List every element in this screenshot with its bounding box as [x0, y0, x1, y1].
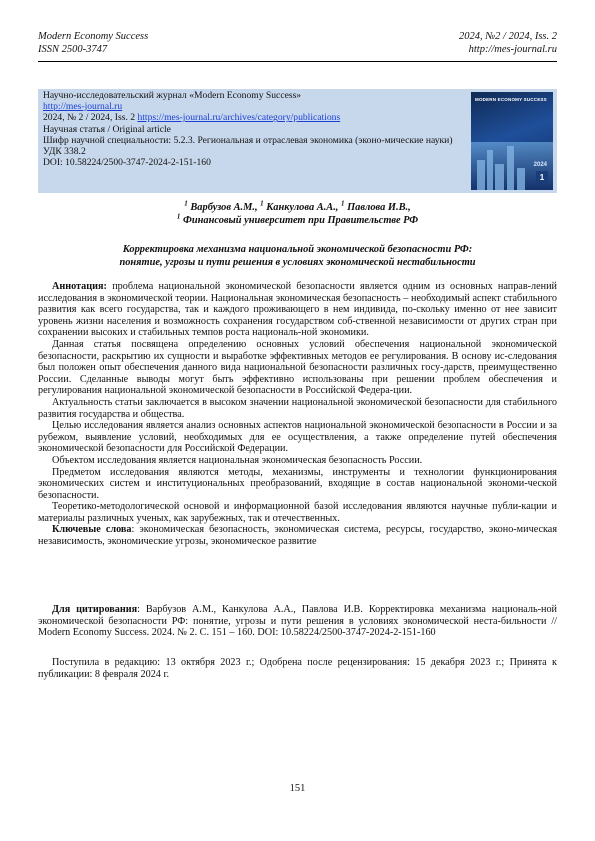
abstract-p4: Целью исследования является анализ основных аспектов национальной экономической безопасности в России и за рубежом, выявление условий, необходимых для ее осуществления, а также определение путей обеспечения экономической безопасности для Российской Федерации.	[38, 420, 557, 455]
journal-site: http://mes-journal.ru	[468, 44, 557, 55]
archive-link[interactable]: https://mes-journal.ru/archives/category/publications	[137, 112, 341, 124]
article-info-text	[43, 90, 463, 168]
article-title: Корректировка механизма национальной экономической безопасности РФ: понятие, угрозы и пути решения в условиях экономической нестабильности	[119, 244, 476, 268]
cover-building	[495, 164, 504, 190]
cover-building	[507, 146, 514, 190]
cover-year: 2024	[533, 162, 547, 168]
authors-block	[0, 199, 595, 227]
affiliation: $^1$ Финансовый университет при Правительстве РФ	[176, 212, 419, 226]
author-list: $^1$ Варбузов А.М., $^1$ Канкулова А.А., $^1$ Павлова И.В.,	[184, 199, 411, 213]
doi: DOI: 10.58224/2500-3747-2024-2-151-160	[43, 157, 211, 169]
page-number: 151	[289, 783, 306, 794]
specialty-code: Шифр научной специальности: 5.2.3. Региональная и отраслевая экономика (эконо-мические науки)	[43, 134, 453, 146]
header-rule	[38, 61, 557, 62]
keywords: Ключевые слова: экономическая безопасность, экономическая система, ресурсы, государство, эконо-мическая независимость, экономические угрозы, экономическое развитие	[38, 524, 558, 548]
issn: ISSN 2500-3747	[38, 44, 108, 55]
journal-cover-image	[471, 92, 553, 190]
cover-building	[477, 160, 485, 190]
udc: УДК 338.2	[43, 146, 86, 158]
cover-title: MODERN ECONOMY SUCCESS	[475, 97, 547, 102]
abstract-p1: Аннотация: проблема национальной экономической безопасности является одним из основных направ-лений исследования в экономической теории. Национальная экономическая безопасность – необходимый аспект стабильного развития как всего государства, так и каждого проживающего в нем индивида, по-скольку именно от нее зависит уровень жизни населения и возможность сохранения государством соб-ственной независимости от других стран при сохранении высоких и стабильных темпов роста националь-ной экономики.	[38, 281, 557, 339]
citation-block: Для цитирования: Варбузов А.М., Канкулова А.А., Павлова И.В. Корректировка механизма националь-ной экономической безопасности РФ: понятие, угрозы и пути решения в условиях экономической неста-бильности // Modern Economy Success. 2024. № 2. С. 151 – 160. DOI: 10.58224/2500-3747-2024-2-151-160	[38, 604, 557, 639]
issue-line: 2024, № 2 / 2024, Iss. 2 https://mes-journal.ru/archives/category/publications	[43, 112, 341, 124]
cover-building	[487, 150, 493, 190]
journal-link[interactable]: http://mes-journal.ru	[43, 101, 123, 113]
abstract	[38, 281, 557, 548]
article-type: Научная статья / Original article	[43, 123, 171, 135]
cover-issue-badge: 1	[536, 171, 548, 184]
abstract-p5: Объектом исследования является национальная экономическая безопасность России.	[52, 454, 423, 466]
received-dates: Поступила в редакцию: 13 октября 2023 г.; Одобрена после рецензирования: 15 декабря 2023 г.; Принята к публикации: 8 февраля 2024 г.	[38, 657, 557, 680]
cover-building	[517, 168, 525, 190]
journal-line: Научно-исследовательский журнал «Modern Economy Success»	[43, 90, 302, 101]
abstract-p7: Теоретико-методологической основой и информационной базой исследования являются научные публи-кации и материалы различных ученых, как зарубежных, так и отечественных.	[38, 501, 557, 524]
journal-name: Modern Economy Success	[38, 31, 149, 42]
abstract-p3: Актуальность статьи заключается в высоком значении национальной экономической безопасности для стабильного развития государства и общества.	[38, 396, 557, 420]
abstract-p6: Предметом исследования являются методы, механизмы, инструменты и технологии функционирования экономических систем и институциональных преобразований, входящие в состав национальной экономи-ческой безопасности.	[38, 466, 557, 501]
issue-info: 2024, №2 / 2024, Iss. 2	[459, 31, 557, 42]
running-header-right	[459, 30, 557, 56]
abstract-p2: Данная статья посвящена определению основных условий обеспечения национальной экономической безопасности, раскрытию их сущности и выработке эффективных методов ее регулирования. В основу ис-следования был положен опыт обеспечения данного вида национальной безопасности различных госу-дарств, преимущественно России. Сделанные выводы могут быть эффективно использованы при решении проблем обеспечения и регулирования национальной экономической безопасности в Российской Федера-ции.	[38, 338, 557, 397]
running-header-left	[38, 30, 148, 56]
article-info-box	[38, 89, 557, 193]
